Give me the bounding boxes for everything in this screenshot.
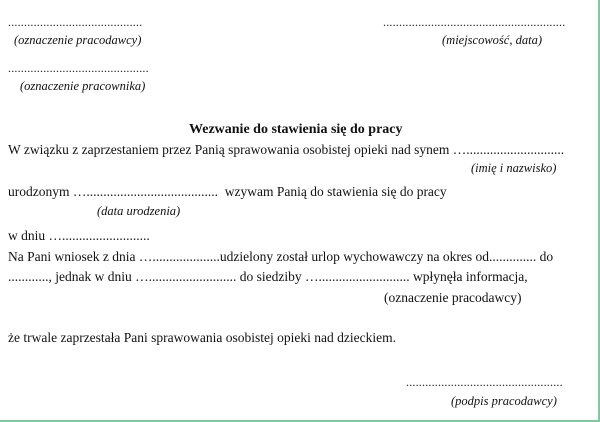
body-line-1: W związku z zaprzestaniem przez Panią sprawowania osobistej opieki nad synem …............................. xyxy=(8,142,565,157)
signature-dotted-line: ................................................. xyxy=(406,375,563,389)
employer-name-caption: (oznaczenie pracodawcy) xyxy=(384,290,522,305)
birth-date-caption: (data urodzenia) xyxy=(97,204,181,218)
employee-caption: (oznaczenie pracownika) xyxy=(20,79,146,93)
signature-caption: (podpis pracodawcy) xyxy=(451,394,557,408)
employee-dotted-line: ............................................ xyxy=(8,61,149,75)
employer-dotted-line: .......................................... xyxy=(8,15,143,29)
employer-caption: (oznaczenie pracodawcy) xyxy=(14,33,142,47)
body-line-3: w dniu ….......................... xyxy=(8,228,150,243)
body-line-5: ............, jednak w dniu ….......................... do siedziby …........................... wpłynęła informacja, xyxy=(8,269,528,284)
body-line-6: że trwale zaprzestała Pani sprawowania osobistej opieki nad dzieckiem. xyxy=(8,330,396,345)
name-caption: (imię i nazwisko) xyxy=(471,161,557,175)
body-line-2: urodzonym …....................................... wzywam Panią do stawienia się do pracy xyxy=(8,184,447,199)
place-date-dotted-line: ......................................................... xyxy=(383,15,566,29)
document-title: Wezwanie do stawienia się do pracy xyxy=(189,122,403,137)
place-date-caption: (miejscowość, data) xyxy=(442,33,542,47)
body-line-4: Na Pani wniosek z dnia …....................udzielony został urlop wychowawczy na okres od.............. do xyxy=(8,249,554,264)
